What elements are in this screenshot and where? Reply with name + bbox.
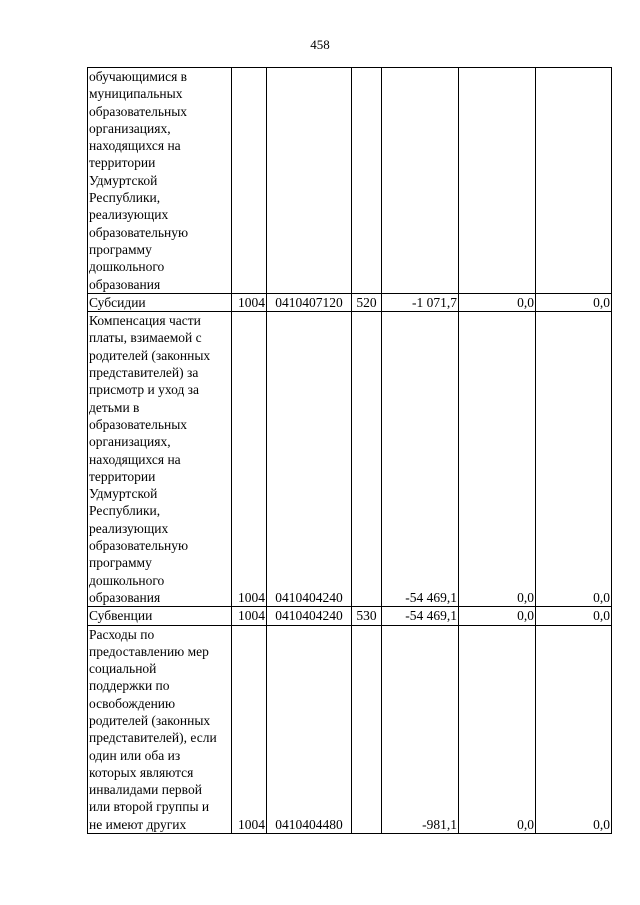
section-code-cell: 1004	[232, 607, 267, 625]
sum-cell-3: 0,0	[536, 625, 612, 834]
section-code-cell: 1004	[232, 312, 267, 607]
expense-type-cell: 530	[352, 607, 382, 625]
expense-type-cell: 520	[352, 293, 382, 311]
sum-cell-1: -981,1	[382, 625, 459, 834]
target-code-cell: 0410404240	[267, 312, 352, 607]
expense-type-cell	[352, 68, 382, 294]
sum-cell-3: 0,0	[536, 607, 612, 625]
sum-cell-1	[382, 68, 459, 294]
sum-cell-1: -1 071,7	[382, 293, 459, 311]
row-name-cell: Субсидии	[88, 293, 232, 311]
sum-cell-2	[459, 68, 536, 294]
sum-cell-2: 0,0	[459, 607, 536, 625]
sum-cell-3: 0,0	[536, 312, 612, 607]
row-name-cell: Расходы по предоставлению мер социальной поддержки по освобождению родителей (законных представителей), если один или оба из которых являются инвалидами первой или второй группы и не имеют других	[88, 625, 232, 834]
row-name-cell: Субвенции	[88, 607, 232, 625]
row-name-cell: обучающимися в муниципальных образовательных организациях, находящихся на территории Удмуртской Республики, реализующих образовательную программу дошкольного образования	[88, 68, 232, 294]
sum-cell-2: 0,0	[459, 312, 536, 607]
expense-type-cell	[352, 312, 382, 607]
target-code-cell: 0410404480	[267, 625, 352, 834]
table-row	[88, 68, 612, 294]
row-name-cell: Компенсация части платы, взимаемой с родителей (законных представителей) за присмотр и уход за детьми в образовательных организациях, находящихся на территории Удмуртской Республики, реализующих образовательную программу дошкольного образования	[88, 312, 232, 607]
sum-cell-3: 0,0	[536, 293, 612, 311]
section-code-cell	[232, 68, 267, 294]
sum-cell-1: -54 469,1	[382, 312, 459, 607]
sum-cell-1: -54 469,1	[382, 607, 459, 625]
target-code-cell: 0410404240	[267, 607, 352, 625]
page-number: 458	[310, 37, 330, 52]
target-code-cell	[267, 68, 352, 294]
sum-cell-2: 0,0	[459, 625, 536, 834]
sum-cell-2: 0,0	[459, 293, 536, 311]
table-row	[88, 625, 612, 834]
target-code-cell: 0410407120	[267, 293, 352, 311]
expense-type-cell	[352, 625, 382, 834]
table-row	[88, 312, 612, 607]
section-code-cell: 1004	[232, 293, 267, 311]
budget-table	[87, 67, 612, 834]
sum-cell-3	[536, 68, 612, 294]
section-code-cell: 1004	[232, 625, 267, 834]
table-row	[88, 293, 612, 311]
table-row	[88, 607, 612, 625]
